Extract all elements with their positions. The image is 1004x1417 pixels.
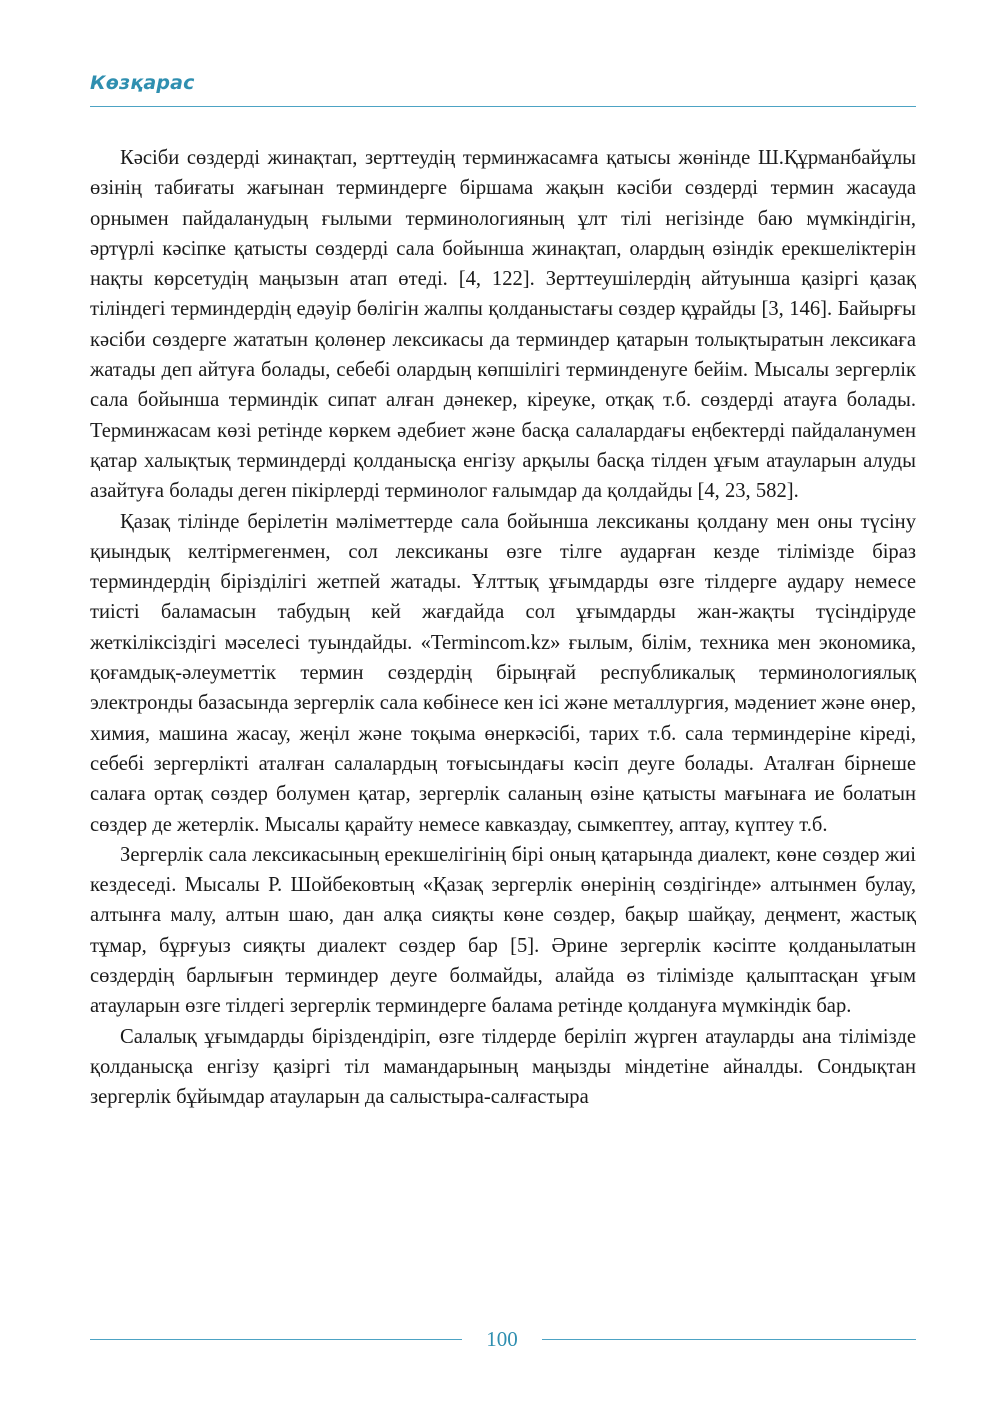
- footer-divider-left: [90, 1339, 462, 1340]
- page-number: 100: [486, 1327, 518, 1351]
- header-divider: [90, 106, 916, 107]
- running-head-title: Көзқарас: [90, 72, 195, 94]
- paragraph: Қазақ тілінде берілетін мәліметтерде сала бойынша лексиканы қолдану мен оны түсіну қиындық келтірмегенмен, сол лексиканы өзге тілге аударған кезде тілімізде біраз терминдердің бірізділігі жетпей жатады. Ұлттық ұғымдарды өзге тілдерге аудару немесе тиісті баламасын табудың кей жағдайда сол ұғымдарды жан-жақты түсіндіруде жеткіліксіздігі мәселесі туындайды. «Termincom.kz» ғылым, білім, техника мен экономика, қоғамдық-әлеуметтік термин сөздердің бірыңғай республикалық терминологиялық электронды базасында зергерлік сала көбінесе кен ісі және металлургия, мәдениет және өнер, химия, машина жасау, жеңіл және тоқыма өнеркәсібі, тарих т.б. сала терминдеріне кіреді, себебі зергерлікті аталған салалардың тоғысындағы кәсіп деуге болады. Аталған бірнеше салаға ортақ сөздер болумен қатар, зергерлік саланың өзіне қатысты мағынаға ие болатын сөздер де жетерлік. Мысалы қарайту немесе кавказдау, сымкептеу, аптау, күптеу т.б.: [90, 510, 916, 836]
- paragraph: Зергерлік сала лексикасының ерекшелігінің бірі оның қатарында диалект, көне сөздер жиі кездеседі. Мысалы Р. Шойбековтың «Қазақ зергерлік өнерінің сөздігінде» алтынмен булау, алтынға малу, алтын шаю, дан алқа сияқты көне сөздер, бақыр шайқау, деңмент, жастық тұмар, бұрғуыз сияқты диалект сөздер бар [5]. Әрине зергерлік кәсіпте қолданылатын сөздердің барлығын терминдер деуге болмайды, алайда өз тілімізде қалыптасқан ұғым атауларын өзге тілдегі зергерлік терминдерге балама ретінде қолдануға мүмкіндік бар.: [90, 843, 916, 1018]
- article-body: [90, 143, 916, 1113]
- paragraph: Кәсіби сөздерді жинақтап, зерттеудің терминжасамға қатысы жөнінде Ш.Құрманбайұлы өзінің табиғаты жағынан терминдерге біршама жақын кәсіби сөздерді термин жасауда орнымен пайдаланудың ғылыми терминологияның ұлт тілі негізінде баю мүмкіндігін, әртүрлі кәсіпке қатысты сөздерді сала бойынша жинақтап, олардың өзіндік ерекшеліктерін нақты көрсетудің маңызын атап өтеді. [4, 122]. Зерттеушілердің айтуынша қазіргі қазақ тіліндегі терминдердің едәуір бөлігін жалпы қолданыстағы сөздер құрайды [3, 146]. Байырғы кәсіби сөздерге жататын қолөнер лексикасы да терминдер қатарын толықтыратын лексикаға жатады деп айтуға болады, себебі олардың көпшілігі терминденуге бейім. Мысалы зергерлік сала бойынша терминдік сипат алған дәнекер, кіреуке, отқақ т.б. сөздерді атауға болады. Терминжасам көзі ретінде көркем әдебиет және басқа салалардағы еңбектерді пайдаланумен қатар халықтық терминдерді қолданысқа енгізу арқылы басқа тілден ұғым атауларын алуды азайтуға болады деген пікірлерді терминолог ғалымдар да қолдайды [4, 23, 582].: [90, 147, 916, 503]
- paragraph: Салалық ұғымдарды біріздендіріп, өзге тілдерде беріліп жүрген атауларды ана тілімізде қолданысқа енгізу қазіргі тіл мамандарының маңызды міндетіне айналды. Сондықтан зергерлік бұйымдар атауларын да салыстыра-салғастыра: [90, 1025, 916, 1109]
- footer-divider-right: [542, 1339, 916, 1340]
